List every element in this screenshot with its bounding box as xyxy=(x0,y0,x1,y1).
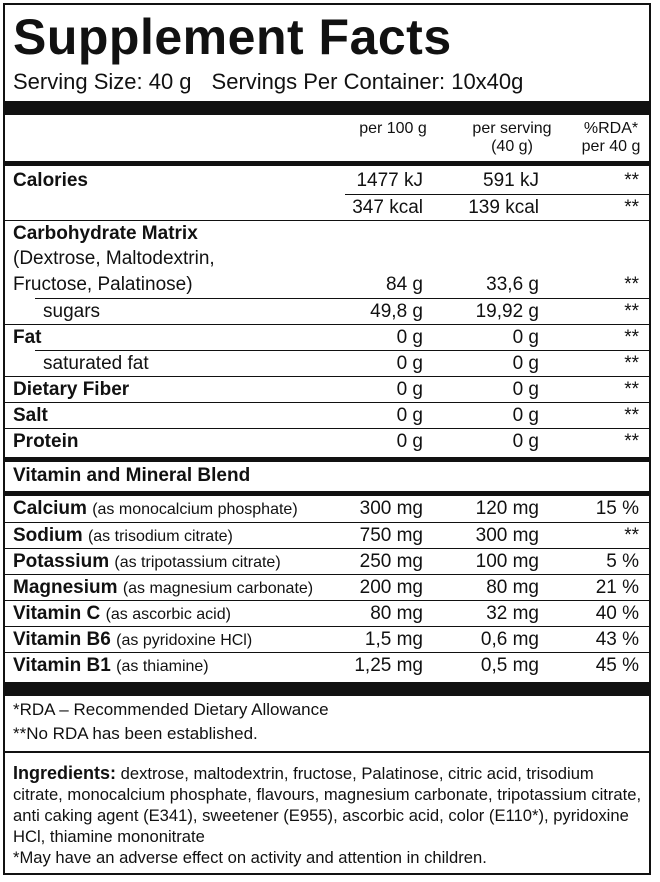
panel-title: Supplement Facts xyxy=(13,9,452,65)
row-divider xyxy=(5,522,649,523)
row-divider xyxy=(5,376,649,377)
row-divider xyxy=(35,298,649,299)
footnote-rda: *RDA – Recommended Dietary Allowance xyxy=(13,700,329,719)
supplement-facts-panel: Supplement Facts Serving Size: 40 g Servings Per Container: 10x40g per 100 g per serving (40 g) %RDA* per 40 g Calories 1477 kJ 591 kJ ** 347 kcal 139 kcal ** Carbohydrate Matrix (Dextrose, Maltodextrin, Fructose, Palatinose) 84 g 33,6 g ** sugars 49,8 g 19,92 g ** Fat 0 g 0 g ** saturated fat 0 g 0 g ** Dietary Fiber 0 g 0 g ** Salt 0 g 0 g ** Protein 0 g 0 g ** Vitamin and Mineral Blend Calcium (as monocalcium phosphate) 300 mg 120 mg 15 % Sodium (as trisodium citrate) 750 mg 300 mg ** Potassium (as tripotassium citrate) 250 mg 100 mg 5 % Magnesium (as magnesium carbonate) 200 mg 80 mg 21 % Vitamin C (as ascorbic acid) 80 mg 32 mg 40 % Vitamin B6 (as pyridoxine HCl) 1,5 mg 0,6 mg 43 % Vitamin B1 (as thiamine) 1,25 mg 0,5 mg 45 % *RDA – Recommended Dietary Allowance **No RDA has been established. Ingredients: dextrose, maltodextrin, fructose, Palatinose, citric acid, trisodium citrate, monocalcium phosphate, flavours, magnesium carbonate, tripotassium citrate, anti caking agent (E341), sweetener (E955), ascorbic acid, color (E110*), pyridoxine HCl, thiamine mononitrate *May have an adverse effect on activity and attention in children. xyxy=(3,3,651,875)
column-header-per-serving: per serving (40 g) xyxy=(472,120,552,155)
row-divider xyxy=(5,652,649,653)
row-divider xyxy=(5,428,649,429)
row-divider xyxy=(5,324,649,325)
ingredients-text xyxy=(13,763,643,868)
ingredients-warning: *May have an adverse effect on activity and attention in children. xyxy=(13,848,487,867)
divider-thick xyxy=(5,682,649,696)
row-divider xyxy=(5,626,649,627)
divider-medium xyxy=(5,457,649,462)
row-divider xyxy=(345,194,649,195)
row-divider xyxy=(5,574,649,575)
ingredients-list: dextrose, maltodextrin, fructose, Palatinose, citric acid, trisodium citrate, monocalcium phosphate, flavours, magnesium carbonate, tripotassium citrate, anti caking agent (E341), sweetener (E955), ascorbic acid, color (E110*), pyridoxine HCl, thiamine mononitrate xyxy=(13,764,642,846)
row-divider xyxy=(5,402,649,403)
row-divider xyxy=(5,600,649,601)
divider-thin xyxy=(5,751,649,753)
serving-size: Serving Size: 40 g xyxy=(13,69,192,94)
row-divider xyxy=(5,220,649,221)
column-header-per-100: per 100 g xyxy=(359,120,427,137)
divider-thick xyxy=(5,101,649,115)
ingredients-heading: Ingredients: xyxy=(13,763,117,783)
divider-medium xyxy=(5,491,649,496)
row-divider xyxy=(5,548,649,549)
column-header-rda: %RDA* per 40 g xyxy=(581,120,641,155)
serving-info xyxy=(13,69,523,95)
servings-per-container: Servings Per Container: 10x40g xyxy=(211,69,524,94)
footnote-no-rda: **No RDA has been established. xyxy=(13,724,258,743)
divider-medium xyxy=(5,161,649,166)
row-divider xyxy=(35,350,649,351)
